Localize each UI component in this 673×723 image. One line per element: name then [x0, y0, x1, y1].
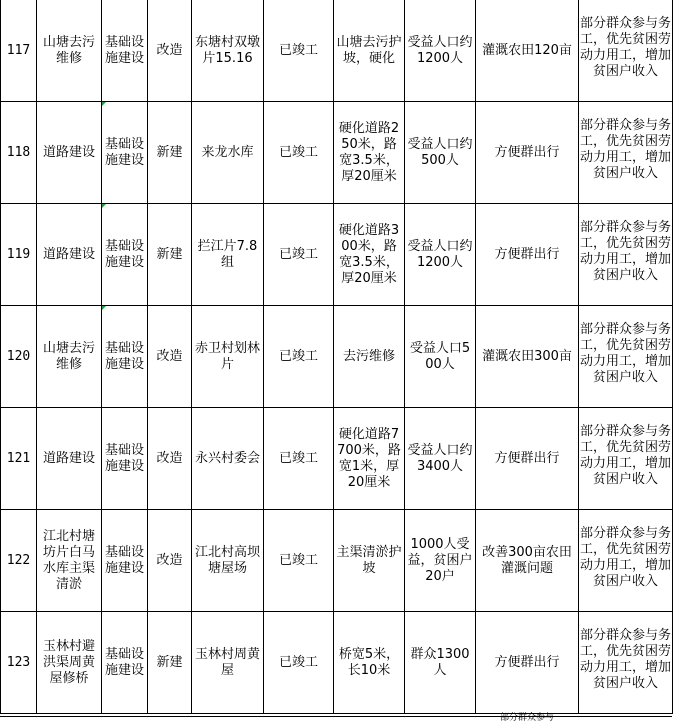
- comment-marker-icon: [102, 102, 106, 106]
- comment-marker-icon: [102, 204, 106, 208]
- row-number: 119: [1, 204, 37, 306]
- project-status: 已竣工: [264, 612, 334, 714]
- project-name: 玉林村避洪渠周黄屋修桥: [37, 612, 102, 714]
- benefit-mechanism: 部分群众参与务工，优先贫困劳动力用工，增加贫困户收入: [579, 204, 673, 306]
- row-number: 122: [1, 510, 37, 612]
- beneficiary-population: 受益人口500人: [405, 306, 476, 408]
- construction-content: 去污维修: [334, 306, 405, 408]
- benefit-mechanism: 部分群众参与务工，优先贫困劳动力用工，增加贫困户收入: [579, 0, 673, 102]
- beneficiary-population: 受益人口约1200人: [405, 0, 476, 102]
- project-effect: 方便群出行: [476, 612, 579, 714]
- project-effect: 灌溉农田120亩: [476, 0, 579, 102]
- construction-content: 硬化道路7700米，路宽1米，厚20厘米: [334, 408, 405, 510]
- project-type: 基础设施建设: [102, 204, 148, 306]
- project-location: 来龙水库: [192, 102, 264, 204]
- table-row: [1, 204, 673, 306]
- project-name: 道路建设: [37, 102, 102, 204]
- beneficiary-population: 受益人口约500人: [405, 102, 476, 204]
- construction-nature: 改造: [148, 510, 192, 612]
- table-row: [1, 306, 673, 408]
- project-status: 已竣工: [264, 102, 334, 204]
- comment-marker-icon: [102, 306, 106, 310]
- project-type: 基础设施建设: [102, 0, 148, 102]
- project-status: 已竣工: [264, 510, 334, 612]
- project-location: 江北村高坝塘屋场: [192, 510, 264, 612]
- project-name: 道路建设: [37, 408, 102, 510]
- next-row-fragment: [0, 713, 672, 723]
- beneficiary-population: 群众1300人: [405, 612, 476, 714]
- project-effect: 灌溉农田300亩: [476, 306, 579, 408]
- next-row-fragment-text: 部分群众参与: [500, 713, 555, 723]
- project-name: 山塘去污维修: [37, 0, 102, 102]
- benefit-mechanism: 部分群众参与务工，优先贫困劳动力用工，增加贫困户收入: [579, 102, 673, 204]
- table-row: [1, 0, 673, 102]
- project-location: 东塘村双墩片15.16: [192, 0, 264, 102]
- table-row: [1, 510, 673, 612]
- construction-content: 桥宽5米，长10米: [334, 612, 405, 714]
- project-status: 已竣工: [264, 204, 334, 306]
- construction-nature: 新建: [148, 102, 192, 204]
- project-status: 已竣工: [264, 408, 334, 510]
- project-type: 基础设施建设: [102, 408, 148, 510]
- construction-content: 山塘去污护坡，硬化: [334, 0, 405, 102]
- construction-nature: 改造: [148, 408, 192, 510]
- project-type: 基础设施建设: [102, 612, 148, 714]
- benefit-mechanism: 部分群众参与务工，优先贫困劳动力用工，增加贫困户收入: [579, 306, 673, 408]
- row-number: 123: [1, 612, 37, 714]
- beneficiary-population: 受益人口约3400人: [405, 408, 476, 510]
- table-row: [1, 612, 673, 714]
- project-effect: 方便群出行: [476, 408, 579, 510]
- project-location: 拦江片7.8组: [192, 204, 264, 306]
- project-status: 已竣工: [264, 0, 334, 102]
- project-effect: 方便群出行: [476, 204, 579, 306]
- construction-content: 硬化道路300米，路宽3.5米，厚20厘米: [334, 204, 405, 306]
- construction-content: 主渠清淤护坡: [334, 510, 405, 612]
- row-number: 121: [1, 408, 37, 510]
- project-type: 基础设施建设: [102, 102, 148, 204]
- project-location: 玉林村周黄屋: [192, 612, 264, 714]
- construction-nature: 新建: [148, 612, 192, 714]
- project-type: 基础设施建设: [102, 306, 148, 408]
- benefit-mechanism: 部分群众参与务工，优先贫困劳动力用工，增加贫困户收入: [579, 612, 673, 714]
- construction-nature: 改造: [148, 306, 192, 408]
- project-type: 基础设施建设: [102, 510, 148, 612]
- beneficiary-population: 受益人口约1200人: [405, 204, 476, 306]
- row-number: 118: [1, 102, 37, 204]
- construction-nature: 新建: [148, 204, 192, 306]
- row-number: 120: [1, 306, 37, 408]
- project-location: 赤卫村划林片: [192, 306, 264, 408]
- benefit-mechanism: 部分群众参与务工，优先贫困劳动力用工，增加贫困户收入: [579, 408, 673, 510]
- project-effect: 改善300亩农田灌溉问题: [476, 510, 579, 612]
- project-effect: 方便群出行: [476, 102, 579, 204]
- row-number: 117: [1, 0, 37, 102]
- project-name: 江北村塘坊片白马水库主渠清淤: [37, 510, 102, 612]
- table-row: [1, 408, 673, 510]
- project-name: 山塘去污维修: [37, 306, 102, 408]
- benefit-mechanism: 部分群众参与务工，优先贫困劳动力用工，增加贫困户收入: [579, 510, 673, 612]
- construction-nature: 改造: [148, 0, 192, 102]
- project-location: 永兴村委会: [192, 408, 264, 510]
- table-row: [1, 102, 673, 204]
- project-status: 已竣工: [264, 306, 334, 408]
- beneficiary-population: 1000人受益，贫困户20户: [405, 510, 476, 612]
- project-name: 道路建设: [37, 204, 102, 306]
- construction-content: 硬化道路250米，路宽3.5米，厚20厘米: [334, 102, 405, 204]
